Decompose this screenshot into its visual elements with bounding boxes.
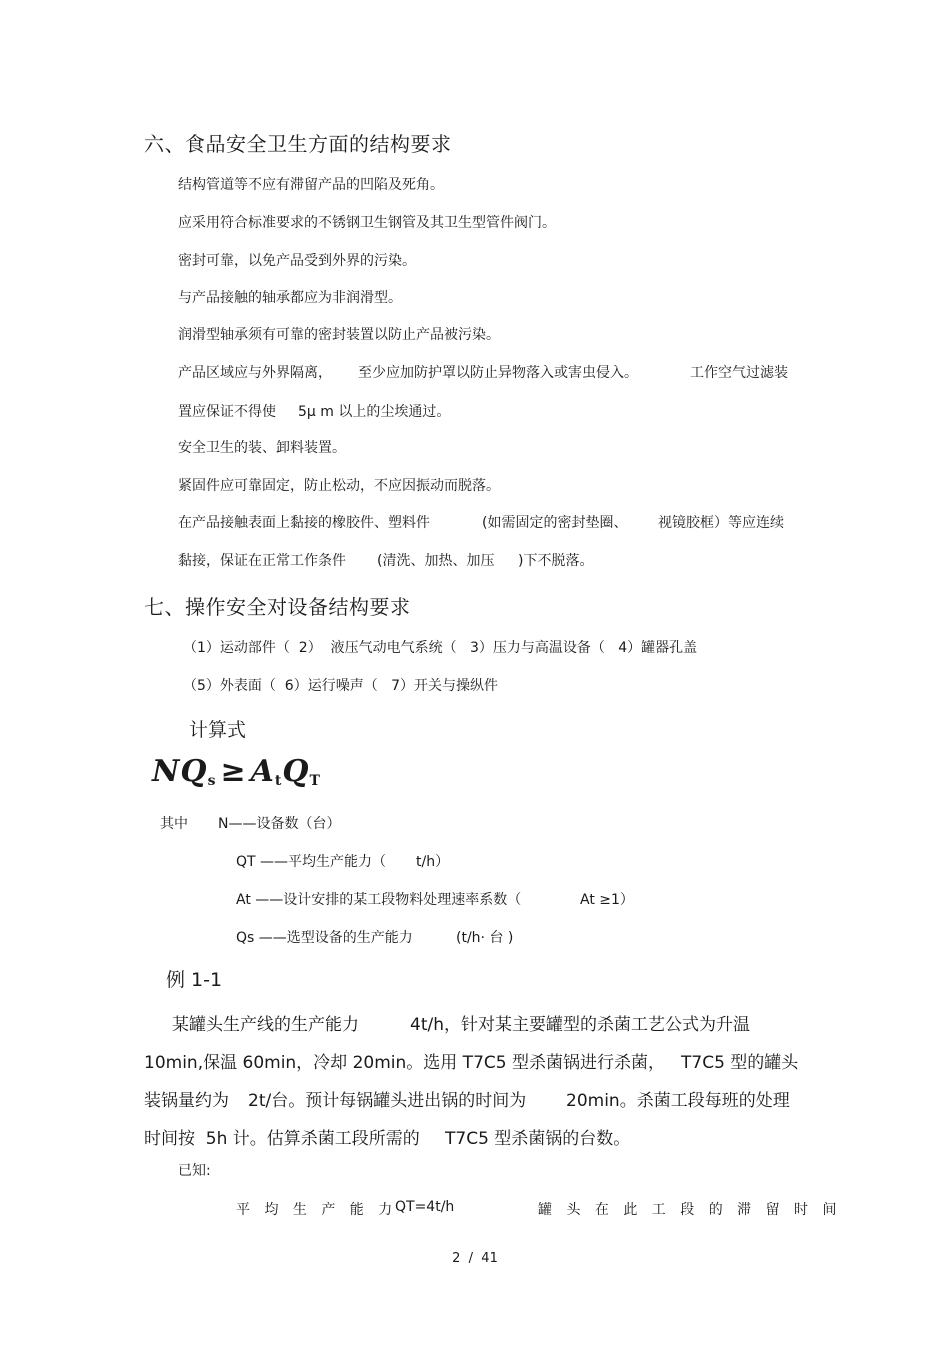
isolation-text-c: 工作空气过滤装 <box>690 365 788 381</box>
rubber-text-c: 视镜胶框）等应连续 <box>658 515 784 531</box>
paragraph-line: 与产品接触的轴承都应为非润滑型。 <box>178 290 402 306</box>
definition-at-a: At ——设计安排的某工段物料处理速率系数（ <box>236 892 522 908</box>
paragraph-line: 紧固件应可靠固定，防止松动，不应因振动而脱落。 <box>178 478 500 494</box>
example-text: T7C5 型的罐头 <box>681 1053 799 1073</box>
rubber-text-d: 黏接，保证在正常工作条件 <box>178 553 346 569</box>
formula-n: N <box>152 754 181 789</box>
known-text-a: 平 均 生 产 能 力 <box>236 1202 398 1218</box>
isolation-text-d: 置应保证不得使 <box>178 404 276 420</box>
example-text: 某罐头生产线的生产能力 <box>172 1015 359 1035</box>
definition-n: N——设备数（台） <box>218 816 341 832</box>
section-6-heading: 六、食品安全卫生方面的结构要求 <box>144 132 452 156</box>
paragraph-line: 润滑型轴承须有可靠的密封装置以防止产品被污染。 <box>178 327 500 343</box>
formula-q: Q <box>282 754 310 789</box>
rubber-text-b: (如需固定的密封垫圈、 <box>482 515 628 531</box>
formula-geq-symbol: ≥ <box>220 754 247 789</box>
formula-a: A <box>250 754 275 789</box>
formula-subscript-t: t <box>274 773 283 789</box>
example-text: 装锅量约为 <box>144 1091 229 1111</box>
known-text-c: 罐 头 在 此 工 段 的 滞 留 时 间 <box>538 1202 842 1218</box>
example-text: T7C5 型杀菌锅的台数。 <box>445 1129 631 1149</box>
isolation-text-b: 至少应加防护罩以防止异物落入或害虫侵入。 <box>358 365 638 381</box>
page-number: 2 / 41 <box>452 1251 498 1266</box>
rubber-text-e: (清洗、加热、加压 <box>377 553 495 569</box>
paragraph-line: 安全卫生的装、卸料装置。 <box>178 440 346 456</box>
formula-subscript-t-cap: T <box>309 773 321 789</box>
section-7-heading: 七、操作安全对设备结构要求 <box>144 595 411 619</box>
formula-heading: 计算式 <box>189 719 247 741</box>
safety-items-row-1: （1）运动部件（ 2） 液压气动电气系统（ 3）压力与高温设备（ 4）罐器孔盖 <box>183 640 698 656</box>
paragraph-line: 密封可靠，以免产品受到外界的污染。 <box>178 253 416 269</box>
rubber-text-f: )下不脱落。 <box>518 553 594 569</box>
definition-qs-b: (t/h· 台 ) <box>456 930 514 946</box>
formula-q: Q <box>180 754 208 789</box>
example-text: 2t/台。预计每锅罐头进出锅的时间为 <box>248 1091 527 1111</box>
rubber-text-a: 在产品接触表面上黏接的橡胶件、塑料件 <box>178 515 430 531</box>
isolation-text-e: 5μ m 以上的尘埃通过。 <box>298 404 451 420</box>
definition-at-b: At ≥1） <box>580 892 634 908</box>
example-text: 20min。杀菌工段每班的处理 <box>566 1091 790 1111</box>
paragraph-line: 应采用符合标准要求的不锈钢卫生钢管及其卫生型管件阀门。 <box>178 215 556 231</box>
where-label: 其中 <box>160 816 188 832</box>
example-text: 时间按 5h 计。估算杀菌工段所需的 <box>144 1129 420 1149</box>
example-text: 10min,保温 60min，冷却 20min。选用 T7C5 型杀菌锅进行杀菌， <box>144 1053 665 1073</box>
example-text: 4t/h，针对某主要罐型的杀菌工艺公式为升温 <box>410 1015 750 1035</box>
isolation-text-a: 产品区域应与外界隔离， <box>178 365 332 381</box>
example-title: 例 1-1 <box>166 969 223 991</box>
known-label: 已知: <box>178 1163 211 1179</box>
known-text-b: QT=4t/h <box>395 1199 455 1215</box>
safety-items-row-2: （5）外表面（ 6）运行噪声（ 7）开关与操纵件 <box>183 678 498 694</box>
definition-qt-b: t/h） <box>416 854 450 870</box>
definition-qs-a: Qs ——选型设备的生产能力 <box>236 930 413 946</box>
formula-subscript-s: s <box>207 773 217 789</box>
capacity-formula <box>152 754 321 789</box>
paragraph-line: 结构管道等不应有滞留产品的凹陷及死角。 <box>178 177 444 193</box>
definition-qt-a: QT ——平均生产能力（ <box>236 854 387 870</box>
